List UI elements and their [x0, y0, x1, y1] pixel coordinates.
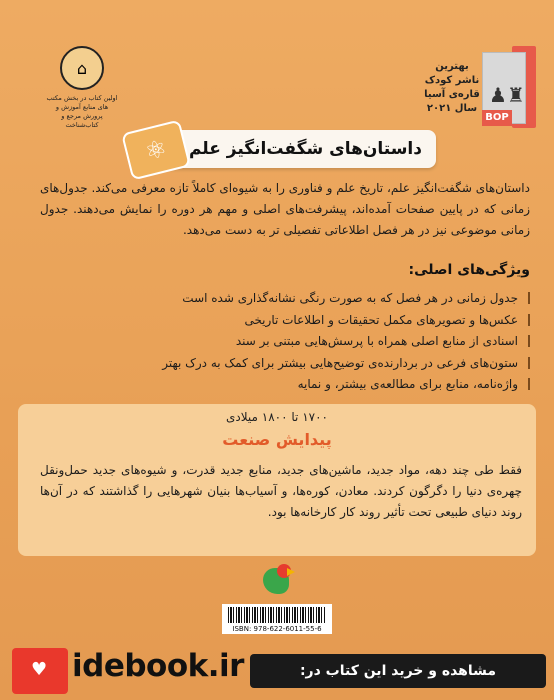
- feature-item: [30, 310, 530, 332]
- buy-cta-button[interactable]: مشاهده و خرید این کتاب در:: [250, 654, 546, 688]
- award-bop-label: BOP: [482, 110, 512, 126]
- era-title: پیدایش صنعت: [222, 430, 332, 449]
- education-seal: [46, 46, 118, 146]
- barcode-icon: [228, 607, 326, 623]
- feature-text: ستون‌های فرعی در بردارنده‌ی توضیح‌هایی بیشتر برای کمک به درک بهتر: [162, 355, 518, 370]
- award-line: سال ۲۰۲۱: [426, 103, 478, 114]
- bullet-bar: [528, 378, 530, 390]
- site-logo-text[interactable]: idebook.ir: [72, 648, 244, 684]
- award-line: بهترین: [435, 61, 469, 72]
- features-heading: ویژگی‌های اصلی:: [408, 262, 530, 278]
- bullet-bar: [528, 335, 530, 347]
- award-badge: [424, 46, 542, 128]
- seal-caption: اولین کتاب در بخش مکتب های منابع آموزش و پرورش مرجع و کتاب‌شناخت: [46, 94, 118, 129]
- era-box: [18, 404, 536, 556]
- intro-paragraph: داستان‌های شگفت‌انگیز علم، تاریخ علم و فناوری را به شیوه‌ای کاملاً تازه معرفی می‌کند. جدول‌های زمانی که در پایین صفحات آمده‌اند، پیشرفت‌های اصلی و مهم هر دوره را نمایش می‌دهند. جدول زمانی موضوعی نیز در هر فصل اطلاعاتی تفصیلی تر به دست می‌دهد.: [40, 181, 530, 237]
- chess-pieces-icon: ♟♜: [489, 83, 525, 107]
- series-title: داستان‌های شگفت‌انگیز علم: [188, 139, 422, 159]
- feature-text: واژه‌نامه، منابع برای مطالعه‌ی بیشتر، و نمایه: [297, 377, 518, 391]
- feature-item: [30, 353, 530, 375]
- parrot-icon: [259, 562, 295, 602]
- atom-icon: ⚛: [121, 119, 191, 180]
- award-line: ناشر کودک: [424, 75, 480, 86]
- seal-emblem-icon: ⌂: [60, 46, 104, 90]
- feature-item: [30, 288, 530, 310]
- isbn-number: ISBN: 978-622-6011-55-6: [232, 625, 322, 633]
- isbn-barcode: [222, 604, 332, 634]
- feature-item: [30, 331, 530, 353]
- award-line: قاره‌ی آسیا: [424, 89, 480, 100]
- award-text: [424, 60, 480, 116]
- feature-text: جدول زمانی در هر فصل که به صورت رنگی نشانه‌گذاری شده است: [182, 291, 518, 305]
- footer-strip: [0, 642, 554, 700]
- era-years: ۱۷۰۰ تا ۱۸۰۰ میلادی: [226, 410, 328, 424]
- book-heart-icon[interactable]: [12, 648, 68, 694]
- bullet-bar: [528, 357, 530, 369]
- feature-text: اسنادی از منابع اصلی همراه با پرسش‌هایی مبتنی بر سند: [235, 334, 518, 348]
- heart-icon: ♥: [31, 659, 48, 680]
- feature-item: [30, 374, 530, 396]
- era-text: فقط طی چند دهه، مواد جدید، ماشین‌های جدید، منابع جدید قدرت، و شیوه‌های جدید حمل‌ونقل چهره‌ی دنیا را دگرگون کردند. معادن، کوره‌ها، و آسیاب‌ها بنیان شهرهایی را گذاشتند که در آن‌ها روند دنیای طبیعی تحت تأثیر روند کار کارخانه‌ها بود.: [40, 463, 522, 519]
- series-banner: [132, 130, 436, 168]
- bullet-bar: [528, 314, 530, 326]
- bullet-bar: [528, 292, 530, 304]
- features-list: [30, 288, 530, 396]
- feature-text: عکس‌ها و تصویرهای مکمل تحقیقات و اطلاعات تاریخی: [244, 312, 518, 327]
